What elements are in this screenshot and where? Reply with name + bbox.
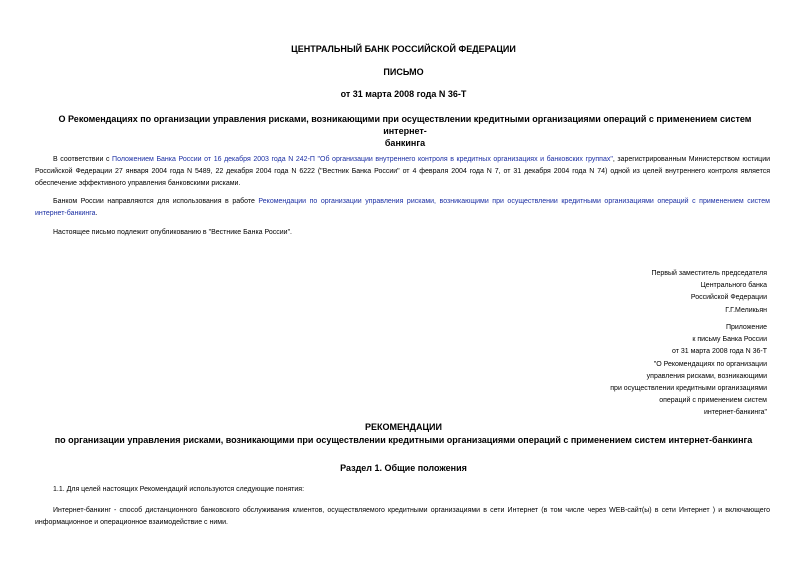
doc-type: ПИСЬМО	[383, 67, 424, 77]
signature-block	[467, 268, 767, 317]
signer-position: Первый заместитель председателя	[651, 270, 767, 277]
regulation-242p-link[interactable]: Положением Банка России от 16 декабря 2003 года N 242-П "Об организации внутреннего контроля в кредитных организациях и банковских группах"	[112, 156, 613, 163]
appendix-line: "О Рекомендациях по организации	[653, 360, 767, 368]
org-name: ЦЕНТРАЛЬНЫЙ БАНК РОССИЙСКОЙ ФЕДЕРАЦИИ	[291, 44, 516, 54]
signer-org: Центрального банка	[700, 282, 767, 290]
doc-subject	[40, 113, 770, 149]
paragraph-1	[35, 154, 770, 190]
appendix-line: при осуществлении кредитными организациями	[610, 385, 767, 393]
p1-text-start: В соответствии с	[53, 156, 113, 163]
definition-internet-banking: Интернет-банкинг - способ дистанционного банковского обслуживания клиентов, осуществляемого кредитными организациями в сети Интернет (в том числе через WEB-сайт(ы) в сети Интернет ) и включающего информационное и операционное взаимодействие с ними.	[35, 507, 770, 526]
recommendations-title: РЕКОМЕНДАЦИИ	[365, 422, 442, 432]
signer-country: Российской Федерации	[690, 294, 767, 302]
section-title: Раздел 1. Общие положения	[340, 463, 467, 473]
signer-name: Г.Г.Меликьян	[725, 306, 767, 314]
paragraph-3: Настоящее письмо подлежит опубликованию в "Вестнике Банка России".	[53, 229, 292, 236]
appendix-line: операций с применением систем	[659, 397, 767, 405]
p2-text-start: Банком России направляются для использования в работе	[53, 198, 259, 205]
doc-subject-line1: О Рекомендациях по организации управления рисками, возникающими при осуществлении кредитными организациями операций с применением систем интернет-	[58, 114, 752, 136]
recommendations-subtitle: по организации управления рисками, возникающими при осуществлении кредитными организациями операций с применением систем интернет-банкинга	[54, 435, 753, 445]
p2-text-end: .	[95, 210, 98, 217]
appendix-line: интернет-банкинга"	[704, 409, 767, 417]
appendix-line: от 31 марта 2008 года N 36-Т	[671, 348, 767, 356]
doc-date-number: от 31 марта 2008 года N 36-Т	[340, 89, 467, 99]
appendix-line: управления рисками, возникающими	[646, 372, 767, 380]
doc-subject-line2: банкинга	[384, 138, 426, 148]
appendix-line: Приложение	[725, 324, 767, 331]
recommendations-link[interactable]: Рекомендации по организации управления рисками, возникающими при осуществлении кредитными организациями операций с применением систем интернет-банкинга	[35, 198, 770, 217]
appendix-block	[467, 322, 767, 420]
appendix-line: к письму Банка России	[692, 336, 767, 344]
paragraph-2	[35, 196, 770, 220]
item-1-1: 1.1. Для целей настоящих Рекомендаций используются следующие понятия:	[53, 486, 305, 493]
p1-text-end: , зарегистрированным Министерством юстиции Российской Федерации 27 января 2004 года N 5489, 22 декабря 2004 года N 6222 ("Вестник Банка России" от 4 февраля 2004 года N 7, от 31 декабря 2004 года N 74) одной из целей внутреннего контроля является обеспечение эффективного управления банковскими рисками.	[35, 156, 771, 187]
